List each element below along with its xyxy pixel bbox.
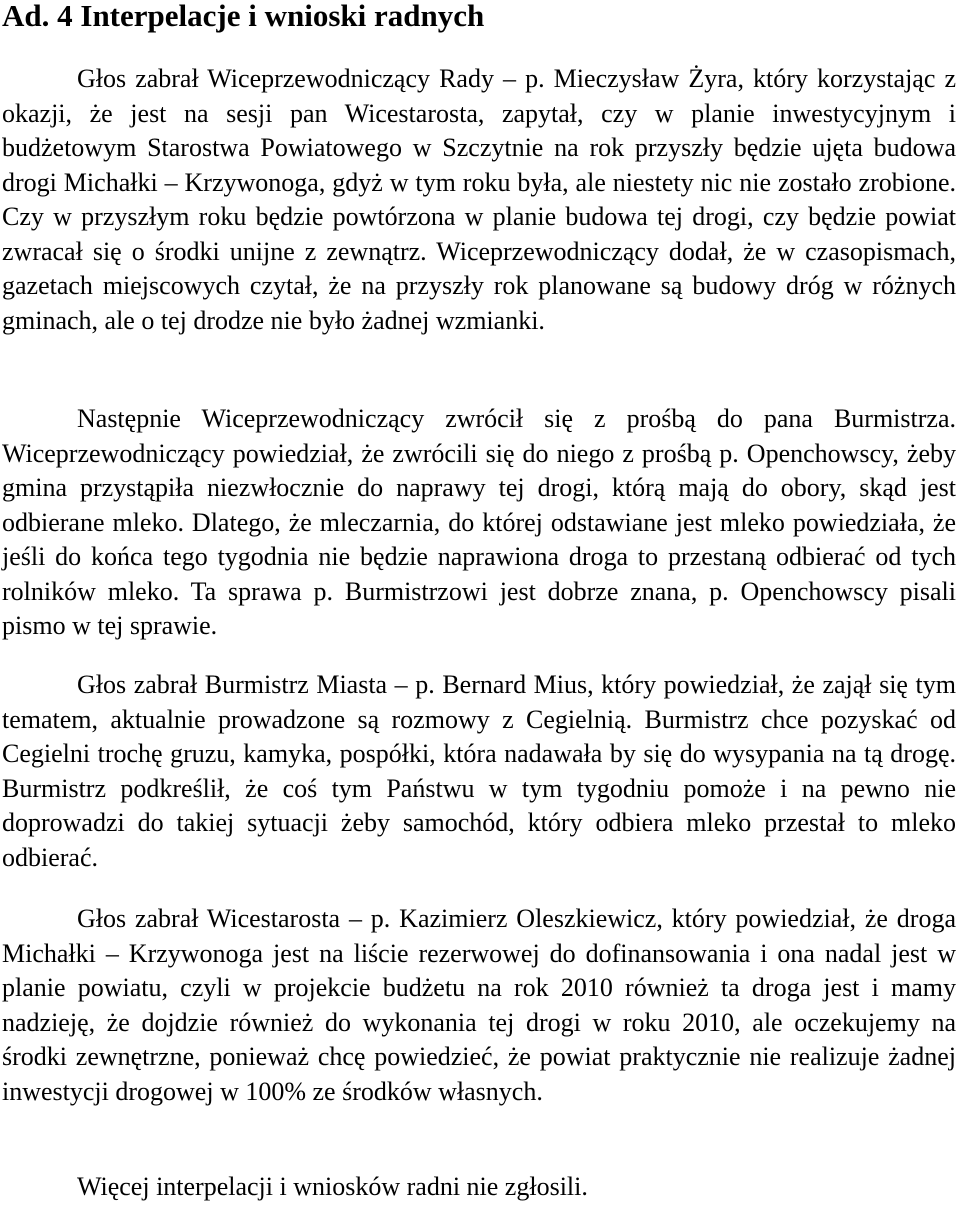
paragraph-mayor-response: Głos zabrał Burmistrz Miasta – p. Bernard Mius, który powiedział, że zajął się tym tematem, aktualnie prowadzone są rozmowy z Cegielnią. Burmistrz chce pozyskać od Cegielni trochę gruzu, kamyka, pospółki, która nadawała by się do wysypania na tą drogę. Burmistrz podkreślił, że coś tym Państwu w tym tygodniu pomoże i na pewno nie doprowadzi do takiej sytuacji żeby samochód, który odbiera mleko przestał to mleko odbierać. bbox=[2, 670, 956, 872]
paragraph-closing-note: Więcej interpelacji i wniosków radni nie zgłosili. bbox=[77, 1172, 588, 1201]
paragraph-vice-starost-response: Głos zabrał Wicestarosta – p. Kazimierz Oleszkiewicz, który powiedział, że droga Michałki – Krzywonoga jest na liście rezerwowej do dofinansowania i ona nadal jest w planie powiatu, czyli w projekcie budżetu na rok 2010 również ta droga jest i mamy nadzieję, że dojdzie również do wykonania tej drogi w roku 2010, ale oczekujemy na środki zewnętrzne, ponieważ chcę powiedzieć, że powiat praktycznie nie realizuje żadnej inwestycji drogowej w 100% ze środków własnych. bbox=[2, 904, 956, 1106]
paragraph-vice-chairman-question: Głos zabrał Wiceprzewodniczący Rady – p. Mieczysław Żyra, który korzystając z okazji, że jest na sesji pan Wicestarosta, zapytał, czy w planie inwestycyjnym i budżetowym Starostwa Powiatowego w Szczytnie na rok przyszły będzie ujęta budowa drogi Michałki – Krzywonoga, gdyż w tym roku była, ale niestety nic nie zostało zrobione. Czy w przyszłym roku będzie powtórzona w planie budowa tej drogi, czy będzie powiat zwracał się o środki unijne z zewnątrz. Wiceprzewodniczący dodał, że w czasopismach, gazetach miejscowych czytał, że na przyszły rok planowane są budowy dróg w różnych gminach, ale o tej drodze nie było żadnej wzmianki. bbox=[2, 64, 956, 335]
paragraph-request-to-mayor: Następnie Wiceprzewodniczący zwrócił się z prośbą do pana Burmistrza. Wiceprzewodniczący powiedział, że zwrócili się do niego z prośbą p. Openchowscy, żeby gmina przystąpiła niezwłocznie do naprawy tej drogi, którą mają do obory, skąd jest odbierane mleko. Dlatego, że mleczarnia, do której odstawiane jest mleko powiedziała, że jeśli do końca tego tygodnia nie będzie naprawiona droga to przestaną odbierać od tych rolników mleko. Ta sprawa p. Burmistrzowi jest dobrze znana, p. Openchowscy pisali pismo w tej sprawie. bbox=[2, 404, 956, 640]
section-heading: Ad. 4 Interpelacje i wnioski radnych bbox=[2, 0, 485, 33]
